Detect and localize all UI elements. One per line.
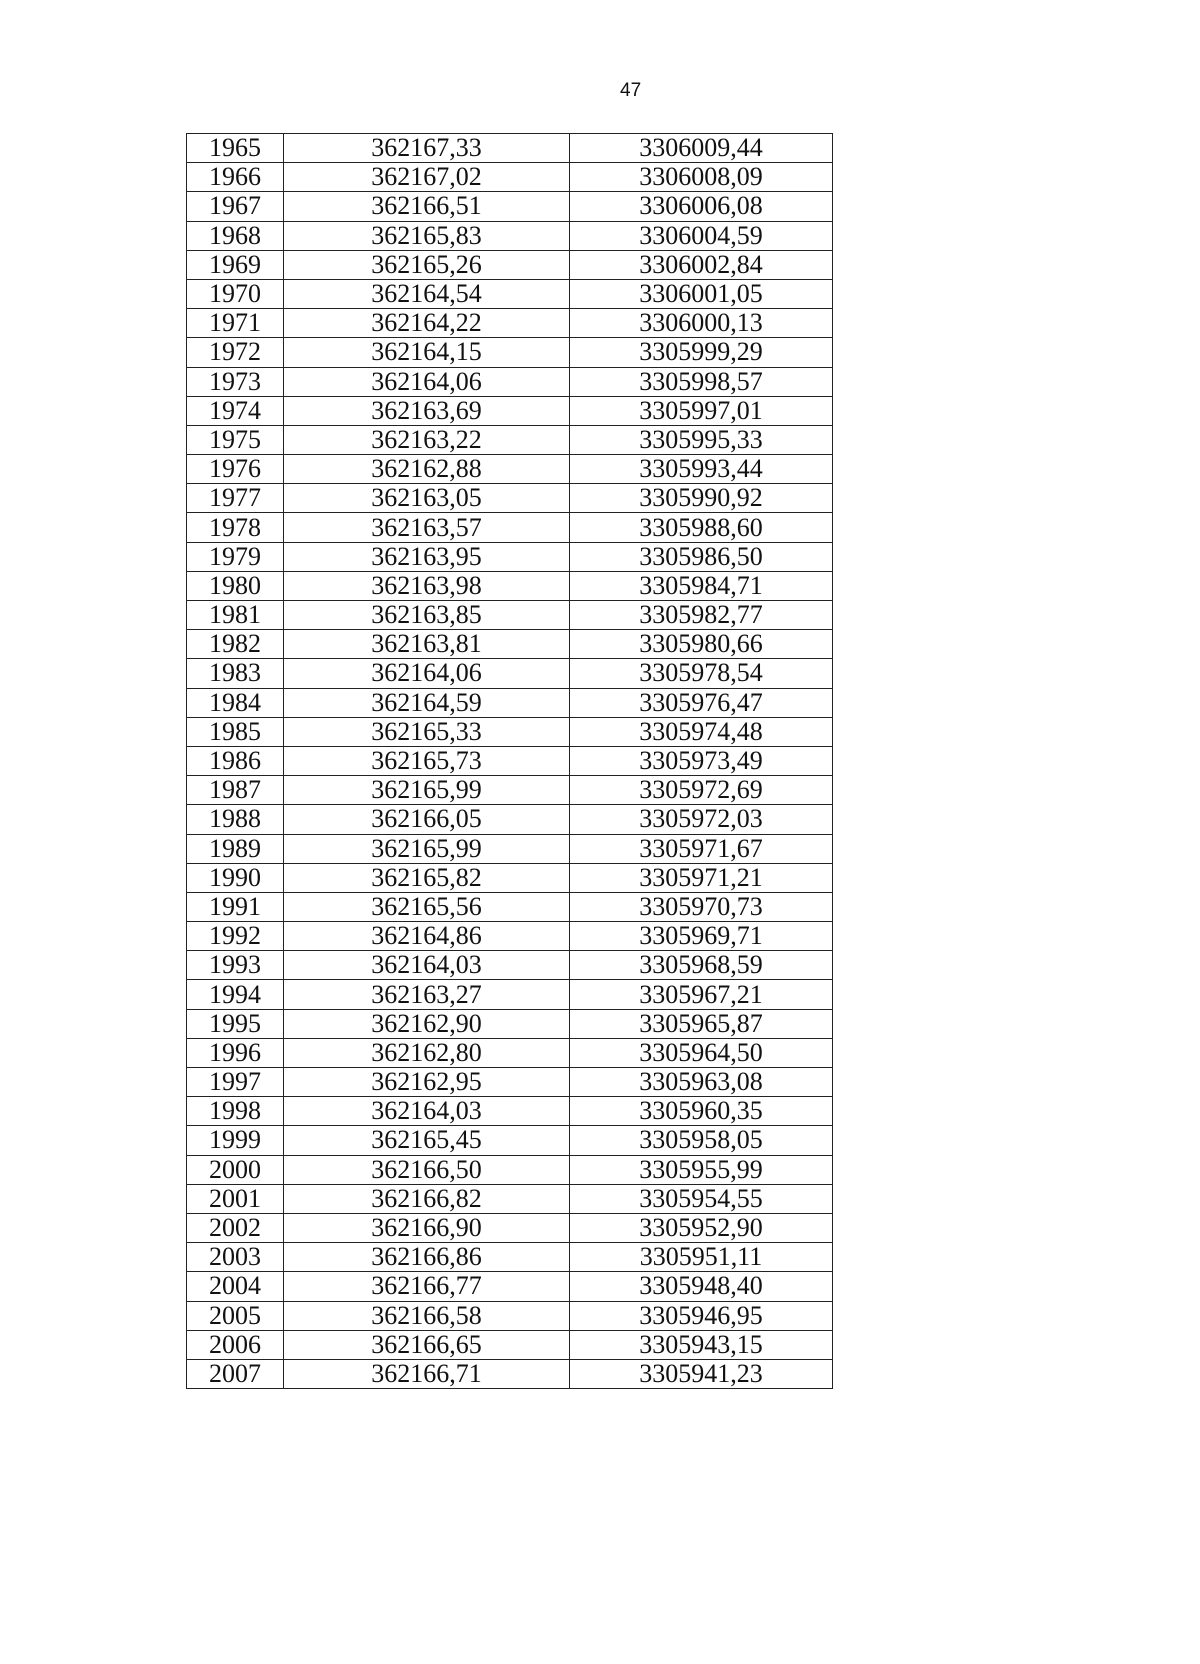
year-cell: 2001 [187, 1184, 284, 1213]
year-cell: 2003 [187, 1243, 284, 1272]
year-cell: 1989 [187, 834, 284, 863]
y-coordinate-cell: 3305960,35 [570, 1097, 833, 1126]
table-row [187, 1126, 833, 1155]
x-coordinate-cell: 362167,02 [284, 163, 570, 192]
x-coordinate-cell: 362167,33 [284, 134, 570, 163]
year-cell: 1966 [187, 163, 284, 192]
y-coordinate-cell: 3305952,90 [570, 1213, 833, 1242]
x-coordinate-cell: 362165,82 [284, 863, 570, 892]
year-cell: 1983 [187, 659, 284, 688]
y-coordinate-cell: 3305995,33 [570, 425, 833, 454]
table-row [187, 1068, 833, 1097]
x-coordinate-cell: 362163,57 [284, 513, 570, 542]
year-cell: 1974 [187, 396, 284, 425]
year-cell: 1984 [187, 688, 284, 717]
x-coordinate-cell: 362163,98 [284, 571, 570, 600]
year-cell: 1970 [187, 279, 284, 308]
x-coordinate-cell: 362163,95 [284, 542, 570, 571]
y-coordinate-cell: 3305971,67 [570, 834, 833, 863]
table-row [187, 980, 833, 1009]
table-row [187, 338, 833, 367]
x-coordinate-cell: 362164,86 [284, 922, 570, 951]
y-coordinate-cell: 3305955,99 [570, 1155, 833, 1184]
table-row [187, 1184, 833, 1213]
year-cell: 1980 [187, 571, 284, 600]
x-coordinate-cell: 362164,22 [284, 309, 570, 338]
y-coordinate-cell: 3305998,57 [570, 367, 833, 396]
year-cell: 1999 [187, 1126, 284, 1155]
x-coordinate-cell: 362165,33 [284, 717, 570, 746]
table-row [187, 221, 833, 250]
x-coordinate-cell: 362164,03 [284, 1097, 570, 1126]
y-coordinate-cell: 3305970,73 [570, 892, 833, 921]
year-cell: 1988 [187, 805, 284, 834]
table-row [187, 542, 833, 571]
table-row [187, 134, 833, 163]
x-coordinate-cell: 362165,99 [284, 834, 570, 863]
x-coordinate-cell: 362165,45 [284, 1126, 570, 1155]
x-coordinate-cell: 362162,95 [284, 1068, 570, 1097]
y-coordinate-cell: 3305972,03 [570, 805, 833, 834]
table-row [187, 1243, 833, 1272]
table-row [187, 571, 833, 600]
x-coordinate-cell: 362165,26 [284, 250, 570, 279]
y-coordinate-cell: 3305967,21 [570, 980, 833, 1009]
table-row [187, 484, 833, 513]
y-coordinate-cell: 3305965,87 [570, 1009, 833, 1038]
y-coordinate-cell: 3305968,59 [570, 951, 833, 980]
x-coordinate-cell: 362166,77 [284, 1272, 570, 1301]
x-coordinate-cell: 362166,71 [284, 1359, 570, 1388]
y-coordinate-cell: 3305943,15 [570, 1330, 833, 1359]
year-cell: 1987 [187, 776, 284, 805]
table-row [187, 1359, 833, 1388]
table-row [187, 746, 833, 775]
x-coordinate-cell: 362166,50 [284, 1155, 570, 1184]
table-row [187, 717, 833, 746]
y-coordinate-cell: 3305984,71 [570, 571, 833, 600]
year-cell: 2000 [187, 1155, 284, 1184]
table-row [187, 1038, 833, 1067]
x-coordinate-cell: 362163,22 [284, 425, 570, 454]
x-coordinate-cell: 362164,06 [284, 659, 570, 688]
year-cell: 1994 [187, 980, 284, 1009]
year-cell: 2006 [187, 1330, 284, 1359]
y-coordinate-cell: 3305976,47 [570, 688, 833, 717]
x-coordinate-cell: 362166,05 [284, 805, 570, 834]
y-coordinate-cell: 3306009,44 [570, 134, 833, 163]
table-row [187, 863, 833, 892]
table-row [187, 250, 833, 279]
table-row [187, 1009, 833, 1038]
year-cell: 1971 [187, 309, 284, 338]
y-coordinate-cell: 3306000,13 [570, 309, 833, 338]
year-cell: 1969 [187, 250, 284, 279]
table-row [187, 601, 833, 630]
year-cell: 1975 [187, 425, 284, 454]
table-row [187, 1213, 833, 1242]
table-row [187, 1272, 833, 1301]
x-coordinate-cell: 362163,81 [284, 630, 570, 659]
data-table [186, 133, 833, 1389]
y-coordinate-cell: 3306006,08 [570, 192, 833, 221]
year-cell: 1981 [187, 601, 284, 630]
year-cell: 2005 [187, 1301, 284, 1330]
table-body [187, 134, 833, 1389]
x-coordinate-cell: 362164,59 [284, 688, 570, 717]
x-coordinate-cell: 362166,86 [284, 1243, 570, 1272]
y-coordinate-cell: 3305980,66 [570, 630, 833, 659]
y-coordinate-cell: 3305969,71 [570, 922, 833, 951]
year-cell: 1967 [187, 192, 284, 221]
x-coordinate-cell: 362162,80 [284, 1038, 570, 1067]
year-cell: 1978 [187, 513, 284, 542]
table-row [187, 425, 833, 454]
x-coordinate-cell: 362166,90 [284, 1213, 570, 1242]
year-cell: 1992 [187, 922, 284, 951]
table-row [187, 1097, 833, 1126]
year-cell: 1998 [187, 1097, 284, 1126]
table-row [187, 776, 833, 805]
x-coordinate-cell: 362162,90 [284, 1009, 570, 1038]
y-coordinate-cell: 3306008,09 [570, 163, 833, 192]
y-coordinate-cell: 3305972,69 [570, 776, 833, 805]
table-row [187, 922, 833, 951]
table-row [187, 396, 833, 425]
y-coordinate-cell: 3305963,08 [570, 1068, 833, 1097]
y-coordinate-cell: 3305982,77 [570, 601, 833, 630]
year-cell: 1985 [187, 717, 284, 746]
table-row [187, 1155, 833, 1184]
table-row [187, 659, 833, 688]
year-cell: 2007 [187, 1359, 284, 1388]
table-row [187, 805, 833, 834]
y-coordinate-cell: 3305971,21 [570, 863, 833, 892]
year-cell: 1986 [187, 746, 284, 775]
table-row [187, 1301, 833, 1330]
x-coordinate-cell: 362165,73 [284, 746, 570, 775]
y-coordinate-cell: 3305986,50 [570, 542, 833, 571]
x-coordinate-cell: 362165,83 [284, 221, 570, 250]
y-coordinate-cell: 3305958,05 [570, 1126, 833, 1155]
table-row [187, 1330, 833, 1359]
year-cell: 2002 [187, 1213, 284, 1242]
table-row [187, 192, 833, 221]
year-cell: 1972 [187, 338, 284, 367]
x-coordinate-cell: 362164,54 [284, 279, 570, 308]
y-coordinate-cell: 3305948,40 [570, 1272, 833, 1301]
x-coordinate-cell: 362163,69 [284, 396, 570, 425]
y-coordinate-cell: 3305988,60 [570, 513, 833, 542]
year-cell: 1965 [187, 134, 284, 163]
table-row [187, 279, 833, 308]
y-coordinate-cell: 3305993,44 [570, 455, 833, 484]
year-cell: 1993 [187, 951, 284, 980]
year-cell: 1973 [187, 367, 284, 396]
year-cell: 1991 [187, 892, 284, 921]
year-cell: 1996 [187, 1038, 284, 1067]
table-row [187, 513, 833, 542]
year-cell: 1995 [187, 1009, 284, 1038]
year-cell: 1977 [187, 484, 284, 513]
y-coordinate-cell: 3305946,95 [570, 1301, 833, 1330]
x-coordinate-cell: 362163,05 [284, 484, 570, 513]
table-row [187, 367, 833, 396]
y-coordinate-cell: 3306004,59 [570, 221, 833, 250]
year-cell: 1976 [187, 455, 284, 484]
table-row [187, 455, 833, 484]
x-coordinate-cell: 362166,82 [284, 1184, 570, 1213]
year-cell: 1997 [187, 1068, 284, 1097]
x-coordinate-cell: 362162,88 [284, 455, 570, 484]
y-coordinate-cell: 3305999,29 [570, 338, 833, 367]
table-row [187, 951, 833, 980]
year-cell: 1968 [187, 221, 284, 250]
y-coordinate-cell: 3305978,54 [570, 659, 833, 688]
y-coordinate-cell: 3305941,23 [570, 1359, 833, 1388]
y-coordinate-cell: 3305951,11 [570, 1243, 833, 1272]
y-coordinate-cell: 3306001,05 [570, 279, 833, 308]
y-coordinate-cell: 3305954,55 [570, 1184, 833, 1213]
table-row [187, 309, 833, 338]
x-coordinate-cell: 362163,85 [284, 601, 570, 630]
table-row [187, 688, 833, 717]
table-row [187, 630, 833, 659]
x-coordinate-cell: 362166,51 [284, 192, 570, 221]
y-coordinate-cell: 3305997,01 [570, 396, 833, 425]
x-coordinate-cell: 362166,65 [284, 1330, 570, 1359]
table-row [187, 834, 833, 863]
x-coordinate-cell: 362164,03 [284, 951, 570, 980]
year-cell: 1982 [187, 630, 284, 659]
y-coordinate-cell: 3306002,84 [570, 250, 833, 279]
y-coordinate-cell: 3305990,92 [570, 484, 833, 513]
x-coordinate-cell: 362163,27 [284, 980, 570, 1009]
year-cell: 1990 [187, 863, 284, 892]
page-number: 47 [620, 80, 642, 101]
y-coordinate-cell: 3305974,48 [570, 717, 833, 746]
table-row [187, 163, 833, 192]
y-coordinate-cell: 3305973,49 [570, 746, 833, 775]
x-coordinate-cell: 362165,56 [284, 892, 570, 921]
x-coordinate-cell: 362165,99 [284, 776, 570, 805]
table-row [187, 892, 833, 921]
year-cell: 1979 [187, 542, 284, 571]
x-coordinate-cell: 362164,06 [284, 367, 570, 396]
x-coordinate-cell: 362164,15 [284, 338, 570, 367]
y-coordinate-cell: 3305964,50 [570, 1038, 833, 1067]
x-coordinate-cell: 362166,58 [284, 1301, 570, 1330]
year-cell: 2004 [187, 1272, 284, 1301]
